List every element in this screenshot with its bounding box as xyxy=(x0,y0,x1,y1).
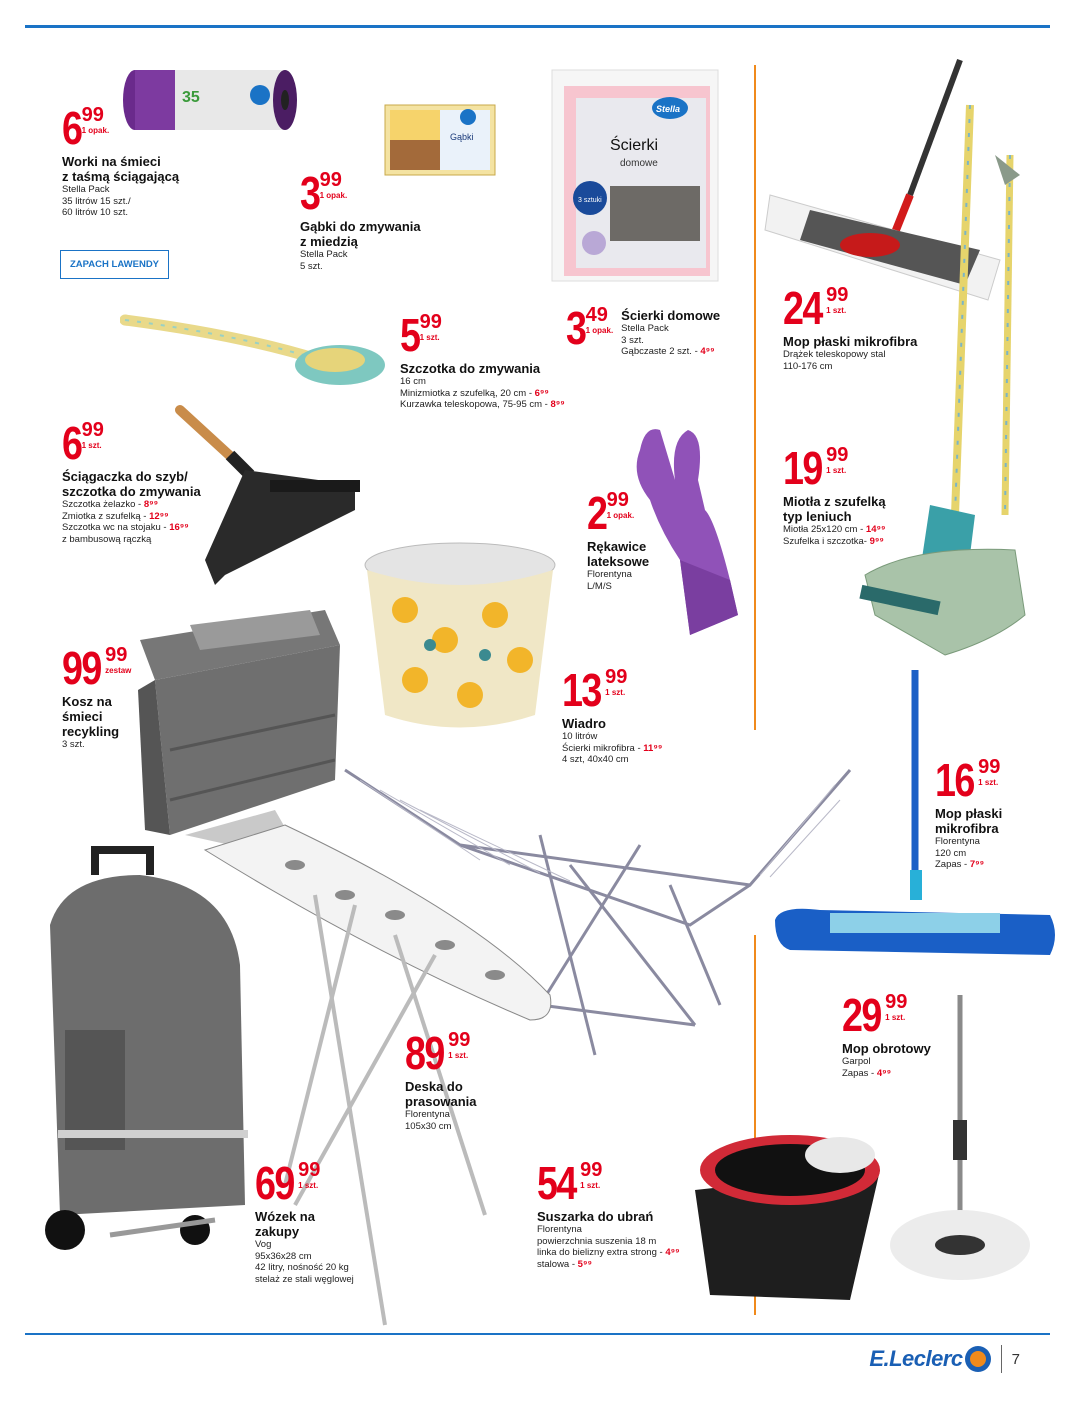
svg-text:domowe: domowe xyxy=(620,158,658,169)
product-details: 3 szt. xyxy=(62,739,85,750)
bucket-image xyxy=(355,530,565,735)
product-name: Mop płaski mikrofibra xyxy=(783,334,918,349)
top-rule xyxy=(25,25,1050,28)
product-details: Stella Pack 35 litrów 15 szt./ 60 litrów 10 szt. xyxy=(62,184,131,218)
product-name: Miotła z szufelką typ leniuch xyxy=(783,494,886,524)
price-tag: 16 99 1 szt. xyxy=(935,754,1001,806)
product-details: Stella Pack 5 szt. xyxy=(300,249,348,272)
product-details: Garpol Zapas - 4⁹⁹ xyxy=(842,1056,892,1079)
product-details: Florentyna L/M/S xyxy=(587,569,632,592)
product-details: Szczotka żelazko - 8⁹⁹ Zmiotka z szufelką - 12⁹⁹ Szczotka wc na stojaku - 16⁹⁹ z bambusową rączką xyxy=(62,499,189,545)
offer-dish-brush xyxy=(400,309,565,411)
product-name: Gąbki do zmywania z miedzią xyxy=(300,219,421,249)
scent-badge: ZAPACH LAWENDY xyxy=(60,250,169,279)
price-tag: 69 99 1 szt. xyxy=(255,1157,321,1209)
price-tag: 19 99 1 szt. xyxy=(783,442,849,494)
product-details: 16 cm Minizmiotka z szufelką, 20 cm - 6⁹⁹ Kurzawka teleskopowa, 75-95 cm - 8⁹⁹ xyxy=(400,376,565,410)
offer-microfibre-mop xyxy=(935,754,1003,871)
divider-line xyxy=(754,65,756,730)
offer-broom xyxy=(783,442,886,547)
svg-text:Gąbki: Gąbki xyxy=(450,132,474,142)
product-name: Deska do prasowania xyxy=(405,1079,477,1109)
product-name: Rękawice lateksowe xyxy=(587,539,650,569)
offer-recycling-bin xyxy=(62,642,132,751)
product-name: Wózek na zakupy xyxy=(255,1209,315,1239)
offer-bucket xyxy=(562,664,663,766)
offer-sponges xyxy=(300,167,421,272)
recycling-bin-image xyxy=(130,600,355,840)
product-name: Mop płaski mikrofibra xyxy=(935,806,1003,836)
price-tag: 24 99 1 szt. xyxy=(783,282,849,334)
price-tag: 54 99 1 szt. xyxy=(537,1157,603,1209)
svg-text:35: 35 xyxy=(182,89,200,106)
price-tag: 2 99 1 opak. xyxy=(587,487,635,539)
price-tag: 29 99 1 szt. xyxy=(842,989,908,1041)
svg-text:Ścierki: Ścierki xyxy=(610,137,659,154)
leclerc-logo-icon xyxy=(965,1346,991,1372)
price-tag: 5 99 1 szt. xyxy=(400,309,442,361)
offer-trash-bags xyxy=(62,102,180,219)
offer-drying-rack xyxy=(537,1157,680,1270)
svg-text:3 sztuki: 3 sztuki xyxy=(578,197,602,204)
shopping-trolley-image xyxy=(40,845,255,1265)
product-name: Szczotka do zmywania xyxy=(400,361,541,376)
product-details: Florentyna powierzchnia suszenia 18 m linka do bielizny extra strong - 4⁹⁹ stalowa - 5⁹⁹ xyxy=(537,1224,680,1270)
offer-ironing-board xyxy=(405,1027,477,1132)
product-name: Mop obrotowy xyxy=(842,1041,931,1056)
product-details: Vog 95x36x28 cm 42 litry, nośność 20 kg stelaż ze stali węglowej xyxy=(255,1239,354,1285)
product-details: Florentyna 105x30 cm xyxy=(405,1109,452,1132)
product-name: Kosz na śmieci recykling xyxy=(62,694,120,739)
product-details: 10 litrów Ścierki mikrofibra - 11⁹⁹ 4 szt, 40x40 cm xyxy=(562,731,663,765)
brand-name: E.Leclerc xyxy=(869,1346,963,1371)
price-tag: 89 99 1 szt. xyxy=(405,1027,471,1079)
offer-shopping-trolley xyxy=(255,1157,354,1285)
price-tag: 3 99 1 opak. xyxy=(300,167,348,219)
price-tag: 6 99 1 opak. xyxy=(62,102,110,154)
svg-text:Stella: Stella xyxy=(656,104,681,114)
product-name: Ściągaczka do szyb/ szczotka do zmywania xyxy=(62,469,201,499)
product-name: Suszarka do ubrań xyxy=(537,1209,654,1224)
price-tag: 99 99 zestaw xyxy=(62,642,132,694)
footer-separator xyxy=(1001,1345,1002,1373)
footer-logo xyxy=(869,1345,1020,1373)
product-details: Miotła 25x120 cm - 14⁹⁹ Szufelka i szczotka- 9⁹⁹ xyxy=(783,524,886,547)
page-number: 7 xyxy=(1011,1350,1020,1368)
broom-dustpan-image xyxy=(855,95,1035,665)
offer-cloths xyxy=(566,302,721,358)
price-tag: 3 49 1 opak. xyxy=(566,302,614,354)
dish-brush-image xyxy=(120,310,390,390)
price-tag: 6 99 1 szt. xyxy=(62,417,104,469)
product-details: Stella Pack 3 szt. Gąbczaste 2 szt. - 4⁹⁹ xyxy=(621,323,715,357)
offer-spin-mop xyxy=(842,989,931,1079)
product-details: Florentyna 120 cm Zapas - 7⁹⁹ xyxy=(935,836,985,870)
price-tag: 13 99 1 szt. xyxy=(562,664,628,716)
product-name: Worki na śmieci z taśmą ściągającą xyxy=(62,154,180,184)
cloths-package-image xyxy=(550,68,720,283)
offer-gloves xyxy=(587,487,650,592)
product-name: Ścierki domowe xyxy=(621,308,721,323)
offer-squeegee xyxy=(62,417,201,545)
product-name: Wiadro xyxy=(562,716,606,731)
offer-flat-mop xyxy=(783,282,918,372)
product-details: Drążek teleskopowy stal 110-176 cm xyxy=(783,349,886,372)
